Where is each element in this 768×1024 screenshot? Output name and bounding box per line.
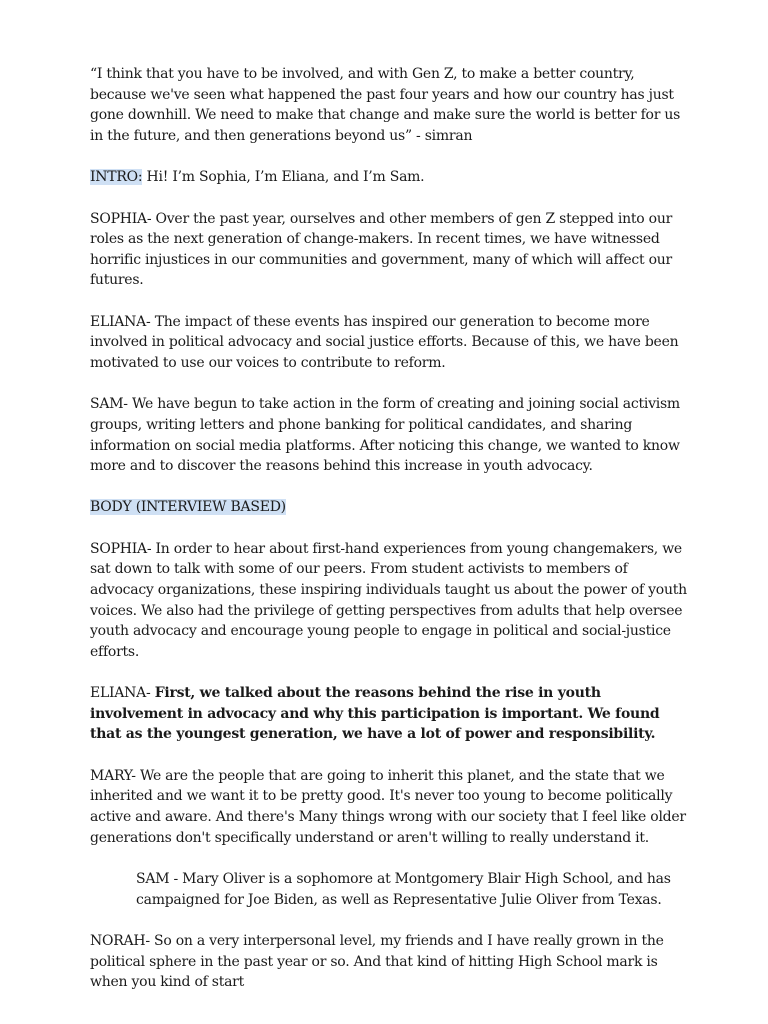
intro-paragraph (90, 167, 690, 188)
eliana-bold-text: First, we talked about the reasons behind the rise in youth involvement in advocacy and why this participation is important. We found that as the youngest generation, we have a lot of power and responsibility. (90, 685, 660, 743)
body-heading: BODY (INTERVIEW BASED) (90, 499, 286, 516)
eliana-paragraph-2 (90, 683, 690, 745)
sam-paragraph-1: SAM- We have begun to take action in the form of creating and joining social activism groups, writing letters and phone banking for political candidates, and sharing information on social media platforms. After noticing this change, we wanted to know more and to discover the reasons behind this increase in youth advocacy. (90, 396, 680, 475)
sophia-paragraph-2: SOPHIA- In order to hear about first-hand experiences from young changemakers, we sat down to talk with some of our peers. From student activists to members of advocacy organizations, these inspiring individuals taught us about the power of youth voices. We also had the privilege of getting perspectives from adults that help oversee youth advocacy and encourage young people to engage in political and social-justice efforts. (90, 540, 687, 660)
mary-paragraph: MARY- We are the people that are going to inherit this planet, and the state that we inherited and we want it to be pretty good. It's never too young to become politically active and aware. And there's Many things wrong with our society that I feel like older generations don't specifically understand or aren't willing to really understand it. (90, 767, 686, 846)
body-heading-paragraph (90, 497, 690, 518)
norah-paragraph: NORAH- So on a very interpersonal level, my friends and I have really grown in the political sphere in the past year or so. And that kind of hitting High School mark is when you kind of start (90, 932, 664, 991)
opening-quote: “I think that you have to be involved, and with Gen Z, to make a better country, because we've seen what happened the past four years and how our country has just gone downhill. We need to make that change and make sure the world is better for us in the future, and then generations beyond us” - simran (90, 66, 681, 144)
sophia-paragraph-1: SOPHIA- Over the past year, ourselves and other members of gen Z stepped into our roles as the next generation of change-makers. In recent times, we have witnessed horrific injustices in our communities and government, many of which will affect our futures. (90, 210, 673, 289)
sam-paragraph-2: SAM - Mary Oliver is a sophomore at Montgomery Blair High School, and has campaigned for Joe Biden, as well as Representative Julie Oliver from Texas. (136, 870, 671, 908)
document-page (90, 64, 690, 1014)
eliana-speaker-label: ELIANA- (90, 685, 155, 702)
intro-heading: INTRO: (90, 169, 143, 186)
eliana-paragraph-1: ELIANA- The impact of these events has inspired our generation to become more involved in political advocacy and social justice efforts. Because of this, we have been motivated to use our voices to contribute to reform. (90, 313, 679, 371)
intro-text: Hi! I’m Sophia, I’m Eliana, and I’m Sam. (142, 169, 425, 186)
